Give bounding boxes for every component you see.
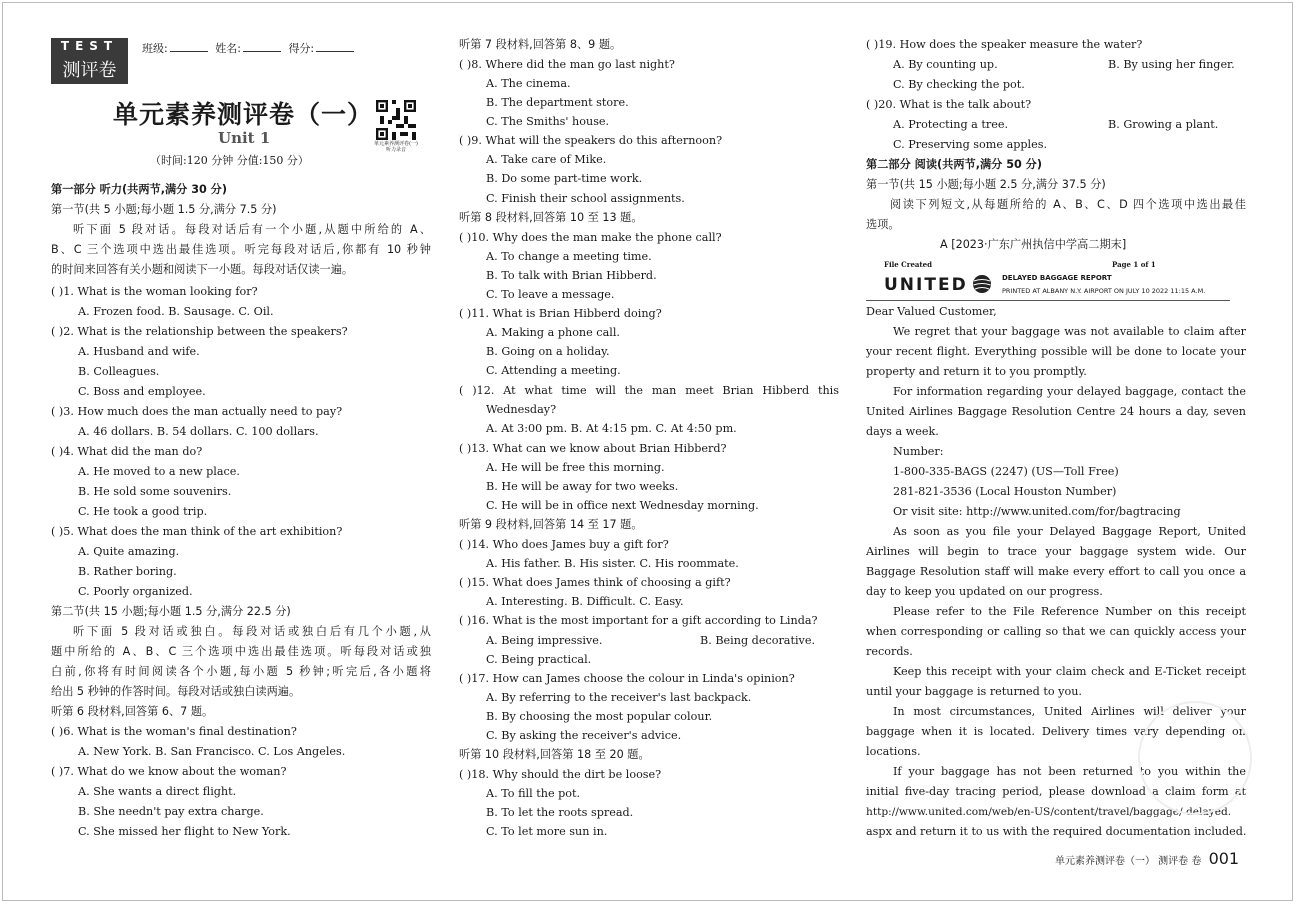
- name-blank[interactable]: [243, 41, 281, 52]
- option-line[interactable]: B. He sold some souvenirs.: [78, 485, 232, 498]
- name-label: 姓名:: [215, 42, 241, 55]
- option-line[interactable]: C. By asking the receiver's advice.: [486, 729, 682, 742]
- passage-line: For information regarding your delayed baggage, contact the: [893, 385, 1246, 398]
- passage-line: baggage when it is located. Delivery times vary depending on: [866, 725, 1246, 738]
- passage-line: property and return it to you promptly.: [866, 365, 1087, 378]
- passage-line: United Airlines Baggage Resolution Centre 24 hours a day, seven: [866, 405, 1246, 418]
- passage-line: Keep this receipt with your claim check and E-Ticket receipt: [893, 665, 1246, 678]
- passage-line: As soon as you file your Delayed Baggage Report, United: [893, 525, 1246, 538]
- option-line[interactable]: B. To let the roots spread.: [486, 806, 634, 819]
- badge-top: TEST: [60, 39, 119, 53]
- option-line[interactable]: A. The cinema.: [486, 77, 571, 90]
- option-line[interactable]: A. New York. B. San Francisco. C. Los Angeles.: [78, 745, 346, 758]
- question-9[interactable]: ( )9. What will the speakers do this afternoon?: [459, 134, 723, 147]
- instruction-line: 阅读下列短文,从每题所给的 A、B、C、D 四个选项中选出最佳: [890, 198, 1246, 211]
- question-16[interactable]: ( )16. What is the most important for a gift according to Linda?: [459, 614, 818, 627]
- class-label: 班级:: [142, 42, 168, 55]
- passage-line: If your baggage has not been returned to you within the: [893, 765, 1246, 778]
- question-13[interactable]: ( )13. What can we know about Brian Hibberd?: [459, 442, 727, 455]
- passage-line: Baggage Resolution staff will make every effort to call you once a: [866, 565, 1246, 578]
- footer-section: 卷: [1191, 856, 1202, 867]
- question-4[interactable]: ( )4. What did the man do?: [51, 445, 203, 458]
- option-line[interactable]: A. Frozen food. B. Sausage. C. Oil.: [78, 305, 274, 318]
- question-7[interactable]: ( )7. What do we know about the woman?: [51, 765, 287, 778]
- file-created-label: File Created: [884, 260, 933, 269]
- question-18[interactable]: ( )18. Why should the dirt be loose?: [459, 768, 662, 781]
- option-line[interactable]: A. To fill the pot.: [486, 787, 581, 800]
- question-5[interactable]: ( )5. What does the man think of the art exhibition?: [51, 525, 343, 538]
- section-heading: 第二部分 阅读(共两节,满分 50 分): [866, 158, 1042, 171]
- option-line[interactable]: C. Being practical.: [486, 653, 592, 666]
- qr-code-icon[interactable]: [376, 100, 416, 140]
- question-6[interactable]: ( )6. What is the woman's final destination?: [51, 725, 297, 738]
- option-line[interactable]: A. Making a phone call.: [486, 326, 620, 339]
- instruction-line: 题中所给的 A、B、C 三个选项中选出最佳选项。听每段对话或独: [51, 645, 431, 658]
- passage-line: Please refer to the File Reference Number on this receipt: [893, 605, 1246, 618]
- passage-line: initial five-day tracing period, please download a claim form at: [866, 785, 1246, 798]
- unit-label: Unit 1: [218, 129, 271, 147]
- option-line[interactable]: B. Growing a plant.: [1108, 118, 1219, 131]
- instruction-line: B、C 三个选项中选出最佳选项。听完每段对话后,你都有 10 秒钟: [51, 243, 431, 256]
- option-line[interactable]: A. Quite amazing.: [78, 545, 180, 558]
- passage-line: aspx and return it to us with the required documentation included.: [866, 825, 1247, 838]
- passage-line: Number:: [893, 445, 944, 458]
- question-10[interactable]: ( )10. Why does the man make the phone call?: [459, 231, 722, 244]
- student-fields: [142, 40, 358, 56]
- qr-caption: 单元素养测评卷(一)听力录音: [374, 141, 418, 153]
- instruction-line: 听下面 5 段对话或独白。每段对话或独白后有几个小题,从: [73, 625, 431, 638]
- page-number: 001: [1208, 849, 1240, 868]
- option-line[interactable]: C. Finish their school assignments.: [486, 192, 685, 205]
- globe-icon: [972, 274, 992, 294]
- local-number: 281-821-3536 (Local Houston Number): [893, 485, 1117, 498]
- page-of-label: Page 1 of 1: [1112, 260, 1156, 269]
- page-title: 单元素养测评卷（一）: [113, 100, 374, 129]
- printed-at: PRINTED AT ALBANY N.Y. AIRPORT ON JULY 10 2022 11:15 A.M.: [1002, 287, 1206, 295]
- passage-line: your recent flight. Everything possible will be done to locate your: [866, 345, 1246, 358]
- subsection-heading: 第一节(共 5 小题;每小题 1.5 分,满分 7.5 分): [51, 203, 277, 216]
- option-line[interactable]: C. She missed her flight to New York.: [78, 825, 291, 838]
- option-line[interactable]: B. He will be away for two weeks.: [486, 480, 679, 493]
- option-line[interactable]: B. By using her finger.: [1108, 58, 1235, 71]
- option-line[interactable]: B. By choosing the most popular colour.: [486, 710, 713, 723]
- instruction-line: 给出 5 秒钟的作答时间。每段对话或独白读两遍。: [51, 685, 301, 698]
- passage-line: until your baggage is returned to you.: [866, 685, 1082, 698]
- question-19[interactable]: ( )19. How does the speaker measure the water?: [866, 38, 1143, 51]
- salutation: Dear Valued Customer,: [866, 305, 997, 318]
- passage-line: day to keep you updated on our progress.: [866, 585, 1103, 598]
- option-line[interactable]: C. He will be in office next Wednesday morning.: [486, 499, 759, 512]
- instruction-line: 选项。: [866, 218, 900, 231]
- question-12-continued[interactable]: Wednesday?: [486, 403, 557, 416]
- question-8[interactable]: ( )8. Where did the man go last night?: [459, 58, 675, 71]
- question-20[interactable]: ( )20. What is the talk about?: [866, 98, 1032, 111]
- passage-line: We regret that your baggage was not available to claim after: [893, 325, 1246, 338]
- option-line[interactable]: C. Boss and employee.: [78, 385, 206, 398]
- score-label: 得分:: [288, 42, 315, 55]
- option-line[interactable]: A. Husband and wife.: [78, 345, 200, 358]
- class-blank[interactable]: [170, 41, 208, 52]
- option-line[interactable]: A. 46 dollars. B. 54 dollars. C. 100 dollars.: [78, 425, 319, 438]
- option-line[interactable]: C. He took a good trip.: [78, 505, 208, 518]
- option-line[interactable]: B. Being decorative.: [700, 634, 816, 647]
- option-line[interactable]: A. She wants a direct flight.: [78, 785, 237, 798]
- option-line[interactable]: A. To change a meeting time.: [486, 250, 652, 263]
- option-line[interactable]: A. Being impressive.: [486, 634, 603, 647]
- option-line[interactable]: B. Going on a holiday.: [486, 345, 610, 358]
- instruction-line: 的时间来回答有关小题和阅读下一小题。每段对话仅读一遍。: [51, 263, 354, 276]
- option-line[interactable]: B. Rather boring.: [78, 565, 177, 578]
- watermark-stamp: [1138, 701, 1252, 815]
- option-line[interactable]: A. Take care of Mike.: [486, 153, 607, 166]
- subsection-heading: 第二节(共 15 小题;每小题 1.5 分,满分 22.5 分): [51, 605, 291, 618]
- time-info: （时间:120 分钟 分值:150 分）: [150, 154, 309, 167]
- option-line[interactable]: A. By counting up.: [893, 58, 998, 71]
- option-line[interactable]: A. At 3:00 pm. B. At 4:15 pm. C. At 4:50 pm.: [486, 422, 737, 435]
- option-line[interactable]: B. The department store.: [486, 96, 629, 109]
- option-line[interactable]: C. Preserving some apples.: [893, 138, 1048, 151]
- question-14[interactable]: ( )14. Who does James buy a gift for?: [459, 538, 669, 551]
- option-line[interactable]: C. Attending a meeting.: [486, 364, 621, 377]
- option-line[interactable]: C. By checking the pot.: [893, 78, 1025, 91]
- option-line[interactable]: B. Colleagues.: [78, 365, 160, 378]
- question-11[interactable]: ( )11. What is Brian Hibberd doing?: [459, 307, 662, 320]
- question-1[interactable]: ( )1. What is the woman looking for?: [51, 285, 258, 298]
- question-15[interactable]: ( )15. What does James think of choosing a gift?: [459, 576, 731, 589]
- option-line[interactable]: A. Interesting. B. Difficult. C. Easy.: [486, 595, 684, 608]
- option-line[interactable]: C. To leave a message.: [486, 288, 615, 301]
- option-line[interactable]: A. He will be free this morning.: [486, 461, 665, 474]
- question-17[interactable]: ( )17. How can James choose the colour in Linda's opinion?: [459, 672, 795, 685]
- passage-heading: A [2023·广东广州执信中学高二期末]: [940, 238, 1127, 251]
- test-badge: [51, 38, 128, 84]
- option-line[interactable]: C. The Smiths' house.: [486, 115, 610, 128]
- material-heading: 听第 8 段材料,回答第 10 至 13 题。: [459, 211, 643, 224]
- material-heading: 听第 7 段材料,回答第 8、9 题。: [459, 38, 622, 51]
- question-2[interactable]: ( )2. What is the relationship between the speakers?: [51, 325, 348, 338]
- visit-site[interactable]: Or visit site: http://www.united.com/for/bagtracing: [893, 505, 1181, 518]
- section-heading: 第一部分 听力(共两节,满分 30 分): [51, 183, 227, 196]
- subsection-heading: 第一节(共 15 小题;每小题 2.5 分,满分 37.5 分): [866, 178, 1106, 191]
- option-line[interactable]: B. She needn't pay extra charge.: [78, 805, 264, 818]
- score-blank[interactable]: [316, 41, 354, 52]
- claim-form-url[interactable]: http://www.united.com/web/en-US/content/travel/baggage/ delayed.: [866, 806, 1232, 818]
- option-line[interactable]: C. Poorly organized.: [78, 585, 193, 598]
- option-line[interactable]: A. By referring to the receiver's last backpack.: [486, 691, 752, 704]
- passage-line: In most circumstances, United Airlines will deliver your: [893, 705, 1246, 718]
- material-heading: 听第 6 段材料,回答第 6、7 题。: [51, 705, 214, 718]
- report-title: DELAYED BAGGAGE REPORT: [1002, 274, 1112, 282]
- united-logo: UNITED: [884, 275, 968, 295]
- passage-line: Airlines will begin to trace your baggage system wide. Our: [866, 545, 1246, 558]
- badge-bottom: 测评卷: [62, 60, 117, 81]
- passage-line: when corresponding or calling so that we can quickly access your: [866, 625, 1246, 638]
- passage-line: days a week.: [866, 425, 939, 438]
- material-heading: 听第 9 段材料,回答第 14 至 17 题。: [459, 518, 643, 531]
- option-line[interactable]: A. Protecting a tree.: [893, 118, 1009, 131]
- footer-label: 单元素养测评卷（一） 测评卷: [1055, 856, 1189, 867]
- option-line[interactable]: C. To let more sun in.: [486, 825, 608, 838]
- united-receipt-header: [866, 256, 1230, 301]
- instruction-line: 白前,你将有时间阅读各个小题,每小题 5 秒钟;听完后,各小题将: [51, 665, 431, 678]
- passage-line: locations.: [866, 745, 921, 758]
- instruction-line: 听下面 5 段对话。每段对话后有一个小题,从题中所给的 A、: [73, 223, 431, 236]
- question-3[interactable]: ( )3. How much does the man actually need to pay?: [51, 405, 343, 418]
- toll-free-number: 1-800-335-BAGS (2247) (US—Toll Free): [893, 465, 1119, 478]
- material-heading: 听第 10 段材料,回答第 18 至 20 题。: [459, 748, 650, 761]
- option-line[interactable]: B. To talk with Brian Hibberd.: [486, 269, 657, 282]
- question-12[interactable]: ( )12. At what time will the man meet Brian Hibberd this: [459, 384, 839, 397]
- option-line[interactable]: A. He moved to a new place.: [78, 465, 240, 478]
- passage-line: records.: [866, 645, 913, 658]
- option-line[interactable]: A. His father. B. His sister. C. His roommate.: [486, 557, 739, 570]
- page-footer: [1055, 849, 1239, 868]
- option-line[interactable]: B. Do some part-time work.: [486, 172, 643, 185]
